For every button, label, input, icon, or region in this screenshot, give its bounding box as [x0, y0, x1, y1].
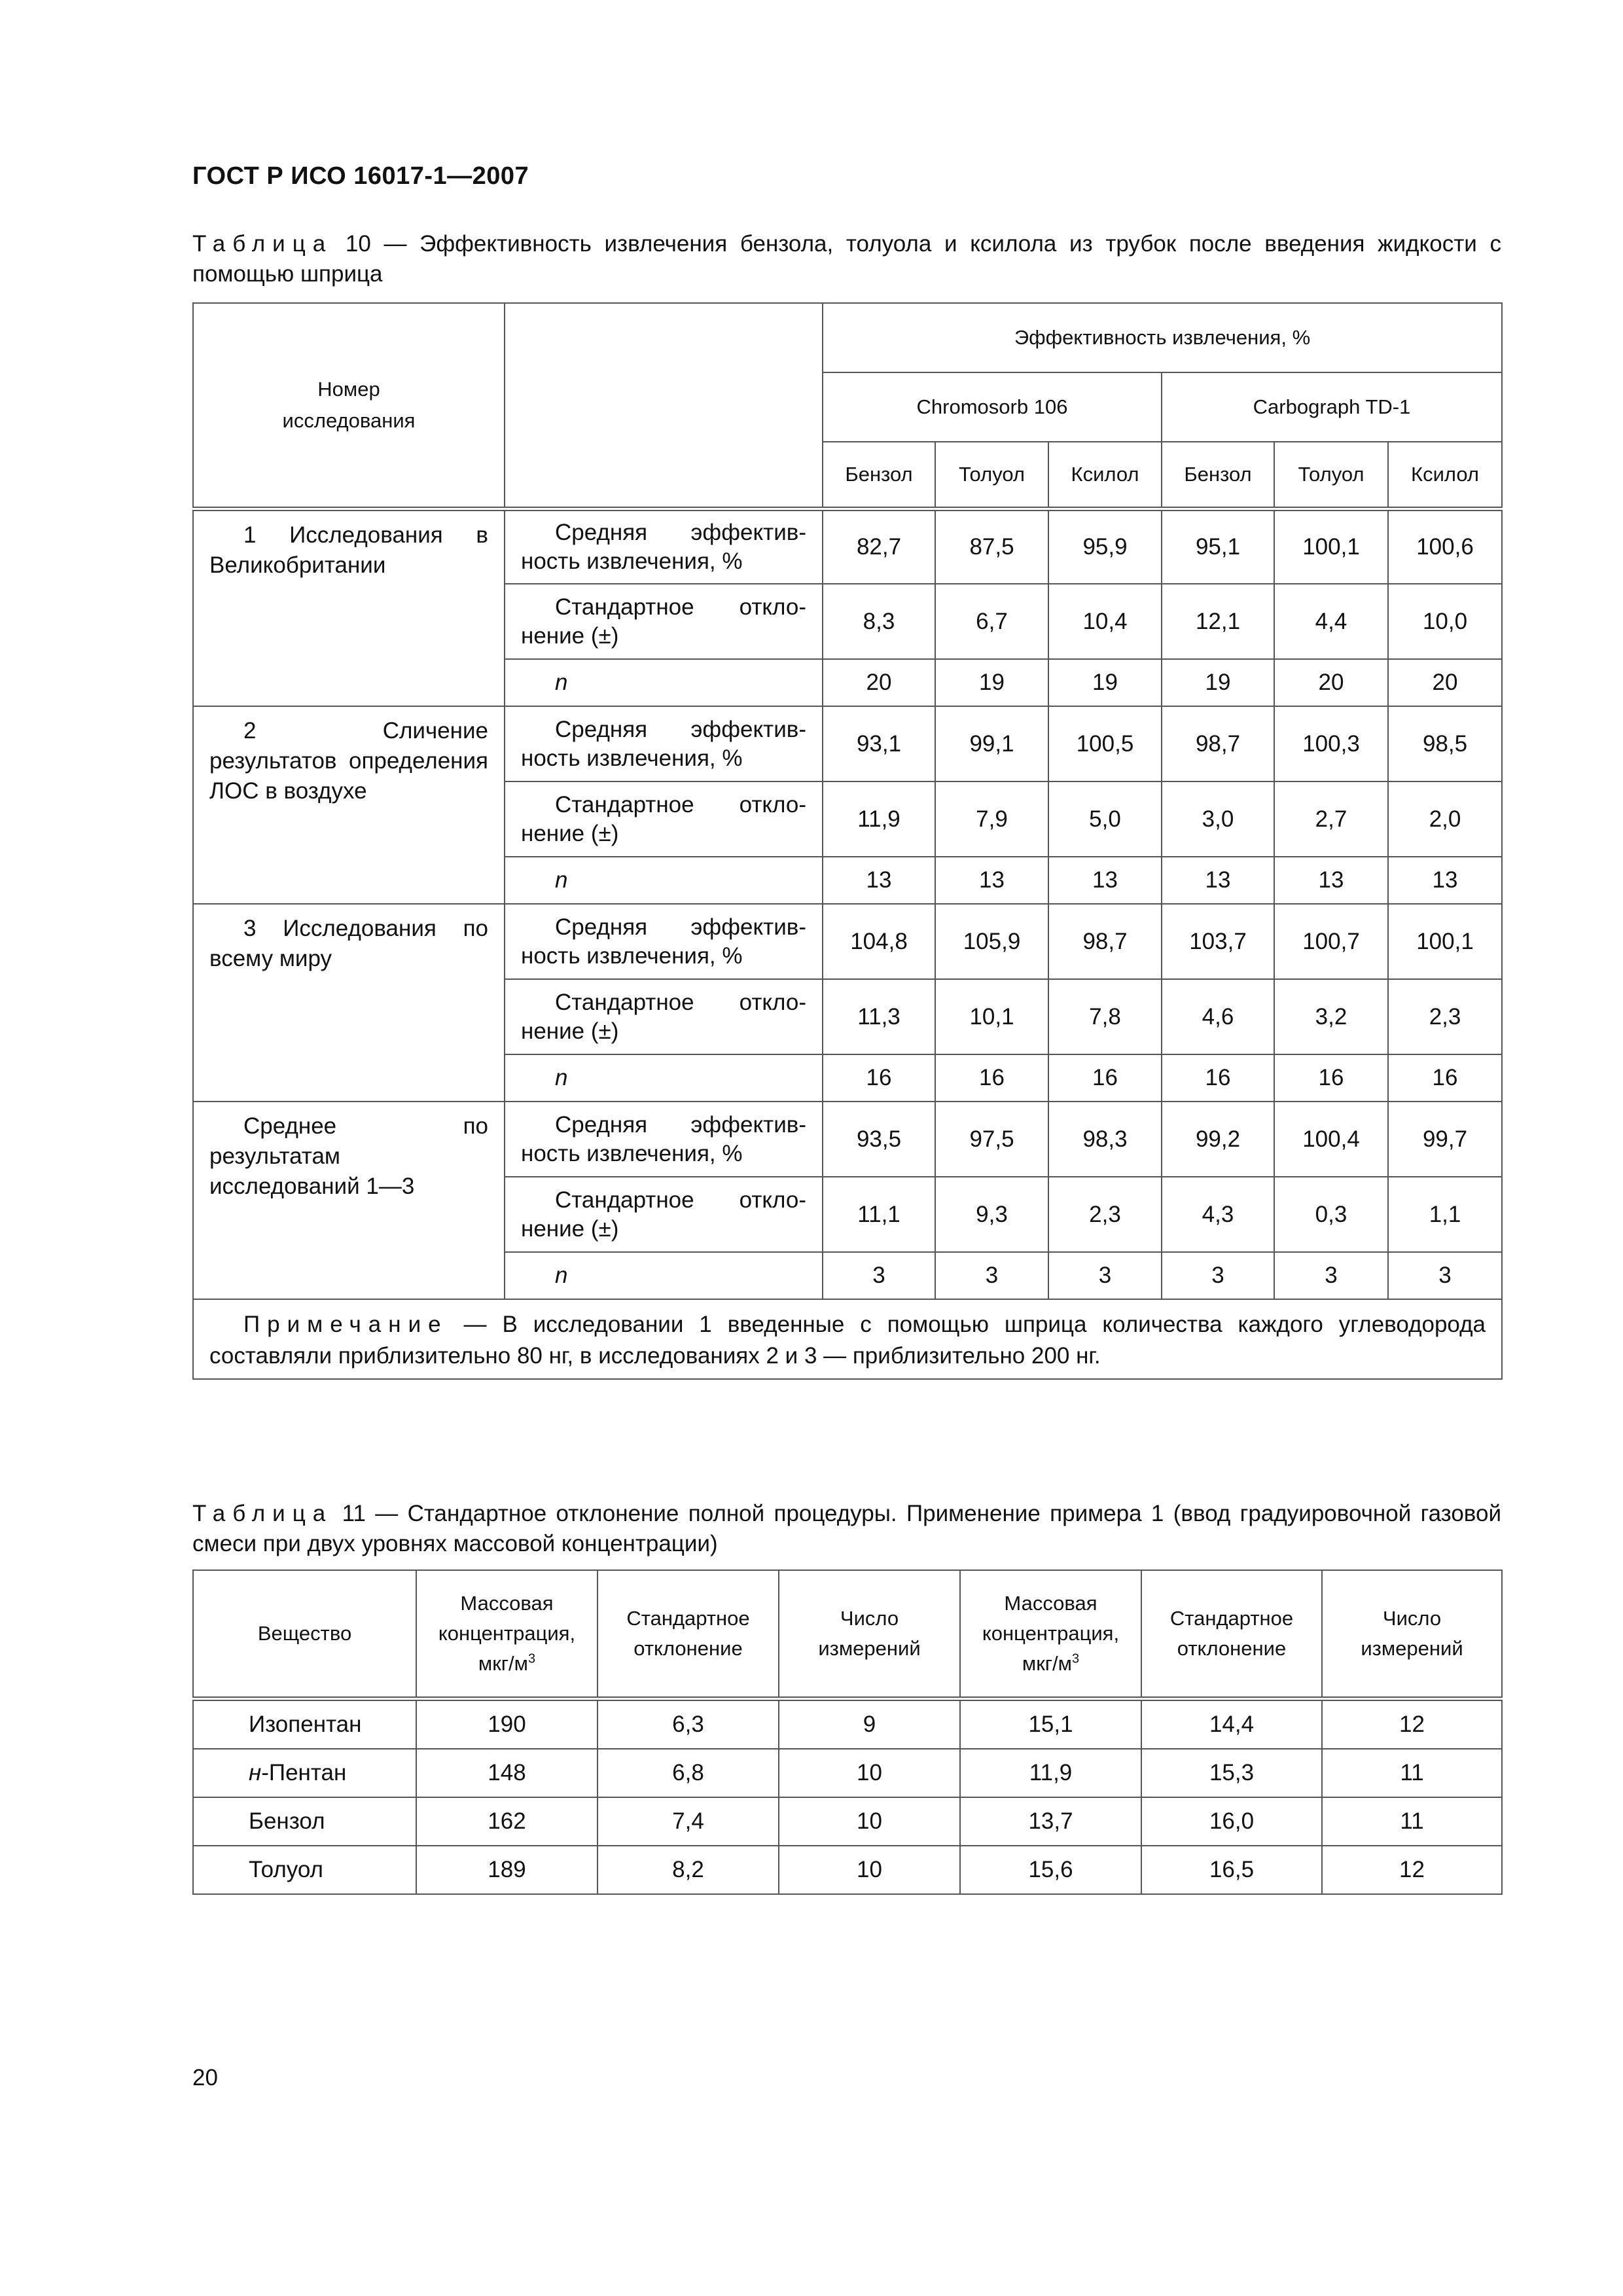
table-cell: 15,3	[1141, 1749, 1322, 1797]
table-cell: 10	[779, 1846, 960, 1894]
table-cell: 2,0	[1388, 781, 1502, 857]
group-name-text: 1 Исследования в Великобритании	[209, 522, 488, 578]
table-cell: 8,3	[823, 584, 935, 659]
row-label-n: n	[505, 1054, 823, 1102]
table-cell: 10,4	[1048, 584, 1162, 659]
substance-text: -Пентан	[261, 1760, 347, 1785]
table-cell: 100,3	[1274, 706, 1388, 781]
table-cell: 15,1	[960, 1699, 1141, 1749]
table-cell: 13	[1162, 857, 1274, 904]
table-cell: 8,2	[597, 1846, 779, 1894]
row-label-mean	[505, 509, 823, 584]
row-label-mean	[505, 904, 823, 979]
table10-head-efficiency: Эффективность извлечения, %	[823, 303, 1502, 372]
table-cell: 100,1	[1388, 904, 1502, 979]
table-cell: 104,8	[823, 904, 935, 979]
table10-head-study-no: Номер исследования	[193, 303, 505, 509]
table-cell: 100,5	[1048, 706, 1162, 781]
table10-col-xylene-1: Ксилол	[1048, 442, 1162, 509]
table-cell: 4,4	[1274, 584, 1388, 659]
row-label-text: Стандартное отклонение (±)	[521, 791, 806, 846]
table-cell: 99,2	[1162, 1102, 1274, 1177]
substance-name	[193, 1699, 416, 1749]
substance-text: Толуол	[249, 1857, 323, 1882]
table-row	[193, 706, 1502, 781]
table-cell: 103,7	[1162, 904, 1274, 979]
table-cell: 20	[823, 659, 935, 706]
table-cell: 12	[1322, 1846, 1502, 1894]
row-label-text: Стандартное отклонение (±)	[521, 1187, 806, 1242]
table-cell: 189	[416, 1846, 597, 1894]
table10-head-sorbent2: Carbograph TD-1	[1162, 372, 1502, 442]
table11-head-substance: Вещество	[193, 1570, 416, 1699]
table-cell: 11	[1322, 1749, 1502, 1797]
table-cell: 0,3	[1274, 1177, 1388, 1252]
table-cell: 93,1	[823, 706, 935, 781]
table-row	[193, 904, 1502, 979]
table-cell: 82,7	[823, 509, 935, 584]
row-label-sd	[505, 1177, 823, 1252]
table-cell: 10	[779, 1797, 960, 1846]
table-cell: 11,9	[960, 1749, 1141, 1797]
page-number: 20	[192, 2065, 218, 2090]
table-cell: 13	[935, 857, 1048, 904]
table-cell: 3,0	[1162, 781, 1274, 857]
table10-head-empty	[505, 303, 823, 509]
table-cell: 2,3	[1048, 1177, 1162, 1252]
substance-name	[193, 1749, 416, 1797]
table10-head-sorbent1: Chromosorb 106	[823, 372, 1162, 442]
table-cell: 100,7	[1274, 904, 1388, 979]
group-name	[193, 904, 505, 1102]
table-cell: 93,5	[823, 1102, 935, 1177]
table-cell: 16	[1388, 1054, 1502, 1102]
row-label-text: Средняя эффективность извлечения, %	[521, 1111, 806, 1166]
table-cell: 11,3	[823, 979, 935, 1054]
table-cell: 10	[779, 1749, 960, 1797]
table-cell: 98,5	[1388, 706, 1502, 781]
table-cell: 12	[1322, 1699, 1502, 1749]
table-cell: 3,2	[1274, 979, 1388, 1054]
table-row	[193, 1749, 1502, 1797]
table-cell: 2,7	[1274, 781, 1388, 857]
substance-text: Бензол	[249, 1808, 325, 1834]
table-cell: 16	[935, 1054, 1048, 1102]
table-cell: 4,6	[1162, 979, 1274, 1054]
table11-caption	[192, 1499, 1501, 1559]
table10-caption	[192, 229, 1501, 289]
table-cell: 87,5	[935, 509, 1048, 584]
table-cell: 15,6	[960, 1846, 1141, 1894]
table-cell: 100,4	[1274, 1102, 1388, 1177]
table-cell: 10,1	[935, 979, 1048, 1054]
table10-caption-word: Таблица	[192, 231, 333, 257]
table-cell: 6,8	[597, 1749, 779, 1797]
table-cell: 4,3	[1162, 1177, 1274, 1252]
row-label-sd	[505, 781, 823, 857]
table-cell: 6,3	[597, 1699, 779, 1749]
substance-prefix: н	[249, 1760, 262, 1785]
table-cell: 11	[1322, 1797, 1502, 1846]
table-cell: 13,7	[960, 1797, 1141, 1846]
row-label-mean	[505, 1102, 823, 1177]
conc-superscript: 3	[1071, 1651, 1080, 1666]
table-cell: 20	[1388, 659, 1502, 706]
table10-col-toluene-1: Толуол	[935, 442, 1048, 509]
row-label-text: Стандартное отклонение (±)	[521, 989, 806, 1044]
table-cell: 16	[1162, 1054, 1274, 1102]
table-cell: 97,5	[935, 1102, 1048, 1177]
table-cell: 99,7	[1388, 1102, 1502, 1177]
row-label-text: Стандартное отклонение (±)	[521, 594, 806, 649]
table-row	[193, 1102, 1502, 1177]
table-cell: 13	[1388, 857, 1502, 904]
table-cell: 19	[935, 659, 1048, 706]
table-note-row	[193, 1299, 1502, 1379]
table10-col-benzene-1: Бензол	[823, 442, 935, 509]
table-cell: 98,7	[1162, 706, 1274, 781]
table-cell: 2,3	[1388, 979, 1502, 1054]
table-cell: 9,3	[935, 1177, 1048, 1252]
table-cell: 162	[416, 1797, 597, 1846]
table-cell: 6,7	[935, 584, 1048, 659]
table-cell: 98,7	[1048, 904, 1162, 979]
table-cell: 3	[1162, 1252, 1274, 1299]
row-label-n: n	[505, 1252, 823, 1299]
table-cell: 10,0	[1388, 584, 1502, 659]
table-cell: 105,9	[935, 904, 1048, 979]
table11-head-concentration-2	[960, 1570, 1141, 1699]
row-label-n: n	[505, 857, 823, 904]
group-name	[193, 509, 505, 706]
row-label-sd	[505, 584, 823, 659]
table-cell: 98,3	[1048, 1102, 1162, 1177]
table-cell: 148	[416, 1749, 597, 1797]
table10-col-benzene-2: Бензол	[1162, 442, 1274, 509]
table11-caption-text: 11 — Стандартное отклонение полной процедуры. Применение примера 1 (ввод градуировочной газовой смеси при двух уровнях массовой концентрации)	[192, 1501, 1501, 1556]
conc-superscript: 3	[527, 1651, 536, 1666]
row-label-text: Средняя эффективность извлечения, %	[521, 914, 806, 969]
table-cell: 3	[1048, 1252, 1162, 1299]
table-cell: 100,1	[1274, 509, 1388, 584]
table10-col-xylene-2: Ксилол	[1388, 442, 1502, 509]
table-cell: 190	[416, 1699, 597, 1749]
table-row	[193, 1797, 1502, 1846]
table11	[192, 1570, 1503, 1895]
group-name-text: Среднее по результатам исследований 1—3	[209, 1113, 488, 1199]
table-cell: 13	[823, 857, 935, 904]
substance-text: Изопентан	[249, 1712, 362, 1737]
table-cell: 95,1	[1162, 509, 1274, 584]
table-cell: 99,1	[935, 706, 1048, 781]
table-cell: 19	[1162, 659, 1274, 706]
group-name-text: 2 Сличение результатов определения ЛОС в воздухе	[209, 718, 488, 804]
table-cell: 16,0	[1141, 1797, 1322, 1846]
table-cell: 11,9	[823, 781, 935, 857]
table11-head-sd-2: Стандартное отклонение	[1141, 1570, 1322, 1699]
table-cell: 13	[1048, 857, 1162, 904]
note-text: — В исследовании 1 введенные с помощью шприца количества каждого углеводорода составляли приблизительно 80 нг, в исследованиях 2 и 3 — приблизительно 200 нг.	[209, 1312, 1486, 1369]
table-cell: 100,6	[1388, 509, 1502, 584]
table-cell: 3	[1388, 1252, 1502, 1299]
table11-head-count-2: Число измерений	[1322, 1570, 1502, 1699]
table-row	[193, 1699, 1502, 1749]
table-cell: 7,8	[1048, 979, 1162, 1054]
conc-label: Массовая концентрация, мкг/м	[438, 1592, 576, 1675]
table-cell: 20	[1274, 659, 1388, 706]
row-label-n: n	[505, 659, 823, 706]
table-cell: 3	[823, 1252, 935, 1299]
row-label-text: Средняя эффективность извлечения, %	[521, 716, 806, 771]
table11-caption-word: Таблица	[192, 1501, 333, 1526]
table-row	[193, 1846, 1502, 1894]
table-cell: 95,9	[1048, 509, 1162, 584]
table11-head-sd-1: Стандартное отклонение	[597, 1570, 779, 1699]
group-name	[193, 1102, 505, 1299]
table11-head-count-1: Число измерений	[779, 1570, 960, 1699]
table-cell: 12,1	[1162, 584, 1274, 659]
table-cell: 11,1	[823, 1177, 935, 1252]
table-cell: 5,0	[1048, 781, 1162, 857]
table10	[192, 302, 1503, 1380]
table-cell: 1,1	[1388, 1177, 1502, 1252]
table-cell: 3	[935, 1252, 1048, 1299]
conc-label: Массовая концентрация, мкг/м	[982, 1592, 1120, 1675]
substance-name	[193, 1846, 416, 1894]
table-cell: 16	[1048, 1054, 1162, 1102]
table10-note	[193, 1299, 1502, 1379]
table-row	[193, 509, 1502, 584]
table-cell: 16,5	[1141, 1846, 1322, 1894]
table10-col-toluene-2: Толуол	[1274, 442, 1388, 509]
table-cell: 13	[1274, 857, 1388, 904]
row-label-sd	[505, 979, 823, 1054]
table-cell: 16	[823, 1054, 935, 1102]
table-cell: 19	[1048, 659, 1162, 706]
group-name	[193, 706, 505, 904]
table-cell: 16	[1274, 1054, 1388, 1102]
table-cell: 9	[779, 1699, 960, 1749]
note-word: Примечание	[243, 1312, 448, 1337]
table10-caption-text: 10 — Эффективность извлечения бензола, толуола и ксилола из трубок после введения жидкости с помощью шприца	[192, 231, 1501, 287]
table-cell: 3	[1274, 1252, 1388, 1299]
row-label-text: Средняя эффективность извлечения, %	[521, 519, 806, 574]
table-cell: 7,4	[597, 1797, 779, 1846]
table-cell: 7,9	[935, 781, 1048, 857]
row-label-mean	[505, 706, 823, 781]
group-name-text: 3 Исследования по всему миру	[209, 916, 488, 971]
table-cell: 14,4	[1141, 1699, 1322, 1749]
substance-name	[193, 1797, 416, 1846]
table11-head-concentration-1	[416, 1570, 597, 1699]
document-header: ГОСТ Р ИСО 16017-1—2007	[192, 162, 529, 190]
